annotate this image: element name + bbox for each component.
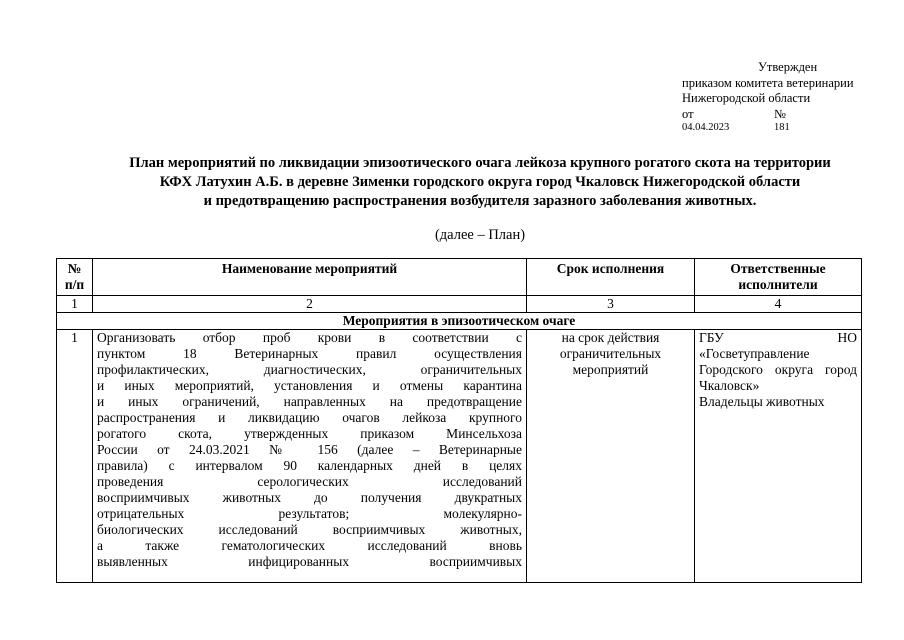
header-responsible: [695, 259, 862, 296]
term-line: на срок действия: [561, 330, 660, 345]
approval-title: Утвержден: [758, 60, 818, 74]
approval-from-row: [682, 107, 882, 123]
activity-line: профилактических, диагностических, ограничительных: [97, 362, 522, 377]
header-num-line-2: п/п: [64, 277, 85, 292]
approval-number-label: №: [774, 106, 786, 121]
activity-line: России от 24.03.2021 № 156 (далее – Ветеринарные: [97, 442, 522, 457]
row-term: [527, 330, 695, 583]
activity-line: восприимчивых животных до получения двукратных: [97, 490, 522, 505]
title-line-1: План мероприятий по ликвидации эпизоотического очага лейкоза крупного рогатого скота на территории: [129, 155, 831, 171]
activity-line: распространения и ликвидацию очагов лейкоза крупного: [97, 410, 522, 425]
section-title: Мероприятия в эпизоотическом очаге: [57, 313, 862, 330]
document-subtitle: (далее – План): [434, 227, 526, 243]
approval-from-label: от: [682, 106, 694, 121]
header-resp-line-2: исполнители: [738, 277, 818, 292]
header-num: [57, 259, 93, 296]
responsible-line: ГБУ НО «Госветуправление: [699, 330, 857, 361]
activity-line: Организовать отбор проб крови в соответствии с: [97, 330, 522, 345]
term-line: мероприятий: [572, 362, 649, 377]
column-number: 4: [695, 296, 862, 313]
term-line: ограничительных: [559, 346, 662, 361]
activity-text: [97, 330, 522, 582]
header-resp-line-1: Ответственные: [730, 261, 826, 276]
activity-line: биологических исследований восприимчивых животных,: [97, 522, 522, 537]
activity-line: выявленных инфицированных восприимчивых: [97, 554, 522, 569]
approval-line-1: приказом комитета ветеринарии: [682, 75, 854, 90]
responsible-line: Владельцы животных: [699, 394, 825, 409]
section-row: [57, 313, 862, 330]
activity-line: и иных мероприятий, установления и отмены карантина: [97, 378, 522, 393]
document-title: [60, 154, 900, 211]
table-row: [57, 330, 862, 583]
plan-table: [56, 258, 862, 583]
column-number: 2: [93, 296, 527, 313]
activity-line: отрицательных результатов; молекулярно-: [97, 506, 522, 521]
title-line-2: КФХ Латухин А.Б. в деревне Зименки городского округа город Чкаловск Нижегородской области: [159, 174, 801, 190]
activity-line: рогатого скота, утвержденных приказом Минсельхоза: [97, 426, 522, 441]
activity-line: правила) с интервалом 90 календарных дней в целях: [97, 458, 522, 473]
row-number: 1: [57, 330, 93, 583]
activity-line: проведения серологических исследований: [97, 474, 522, 489]
column-number-row: [57, 296, 862, 313]
header-name: Наименование мероприятий: [93, 259, 527, 296]
row-responsible: [695, 330, 862, 583]
activity-line: пунктом 18 Ветеринарных правил осуществления: [97, 346, 522, 361]
title-line-3: и предотвращению распространения возбудителя заразного заболевания животных.: [203, 193, 757, 209]
responsible-line: Чкаловск»: [699, 378, 760, 393]
approval-values-row: [682, 122, 882, 134]
header-num-line-1: №: [67, 261, 82, 276]
table-header-row: [57, 259, 862, 296]
activity-line: и иных ограничений, направленных на предотвращение: [97, 394, 522, 409]
approval-number: 181: [774, 122, 790, 133]
column-number: 1: [57, 296, 93, 313]
header-term: Срок исполнения: [527, 259, 695, 296]
approval-line-2: Нижегородской области: [682, 91, 811, 105]
activity-line: а также гематологических исследований вновь: [97, 538, 522, 553]
column-number: 3: [527, 296, 695, 313]
approval-block: [682, 60, 882, 134]
responsible-line: Городского округа город: [699, 362, 857, 377]
approval-date: 04.04.2023: [682, 122, 730, 133]
row-activity: [93, 330, 527, 583]
